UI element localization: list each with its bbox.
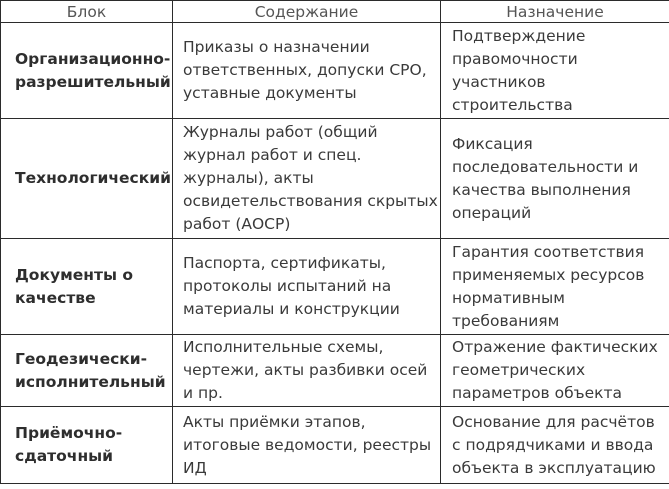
block-cell bbox=[1, 335, 173, 407]
purpose-cell bbox=[441, 119, 669, 239]
content-cell bbox=[173, 335, 441, 407]
content-text: Акты приёмки этапов, итоговые ведомости, реестры ИД bbox=[183, 412, 432, 477]
table-row bbox=[1, 23, 669, 119]
purpose-text: Отражение фактических геометрических параметров объекта bbox=[452, 338, 658, 402]
table-header-row bbox=[1, 1, 669, 23]
table-row bbox=[1, 335, 669, 407]
purpose-cell bbox=[441, 335, 669, 407]
block-name: Документы о качестве bbox=[15, 265, 134, 307]
purpose-text: Основание для расчётов с подрядчиками и ввода объекта в эксплуатацию bbox=[452, 412, 656, 477]
block-cell bbox=[1, 239, 173, 335]
header-purpose: Назначение bbox=[441, 1, 669, 23]
table-row bbox=[1, 119, 669, 239]
header-block: Блок bbox=[1, 1, 173, 23]
content-cell bbox=[173, 239, 441, 335]
content-cell bbox=[173, 119, 441, 239]
content-text: Приказы о назначении ответственных, допуски СРО, уставные документы bbox=[183, 38, 427, 102]
content-text: Исполнительные схемы, чертежи, акты разбивки осей и пр. bbox=[183, 338, 428, 402]
content-text: Журналы работ (общий журнал работ и спец. журналы), акты освидетельствования скрытых работ (АОСР) bbox=[183, 123, 438, 233]
block-cell bbox=[1, 407, 173, 484]
purpose-cell bbox=[441, 23, 669, 119]
purpose-cell bbox=[441, 239, 669, 335]
header-content: Содержание bbox=[173, 1, 441, 23]
table-row bbox=[1, 239, 669, 335]
purpose-text: Фиксация последовательности и качества выполнения операций bbox=[452, 134, 639, 222]
block-cell bbox=[1, 23, 173, 119]
block-name: Технологический bbox=[15, 169, 171, 187]
block-name: Приёмочно- сдаточный bbox=[15, 424, 123, 465]
content-cell bbox=[173, 23, 441, 119]
content-cell bbox=[173, 407, 441, 484]
block-name: Геодезически- исполнительный bbox=[15, 349, 166, 391]
content-text: Паспорта, сертификаты, протоколы испытаний на материалы и конструкции bbox=[183, 254, 400, 318]
purpose-cell bbox=[441, 407, 669, 484]
table-row bbox=[1, 407, 669, 484]
purpose-text: Гарантия соответствия применяемых ресурсов нормативным требованиям bbox=[452, 242, 645, 330]
purpose-text: Подтверждение правомочности участников строительства bbox=[452, 26, 586, 114]
block-name: Организационно- разрешительный bbox=[15, 49, 171, 91]
block-cell bbox=[1, 119, 173, 239]
